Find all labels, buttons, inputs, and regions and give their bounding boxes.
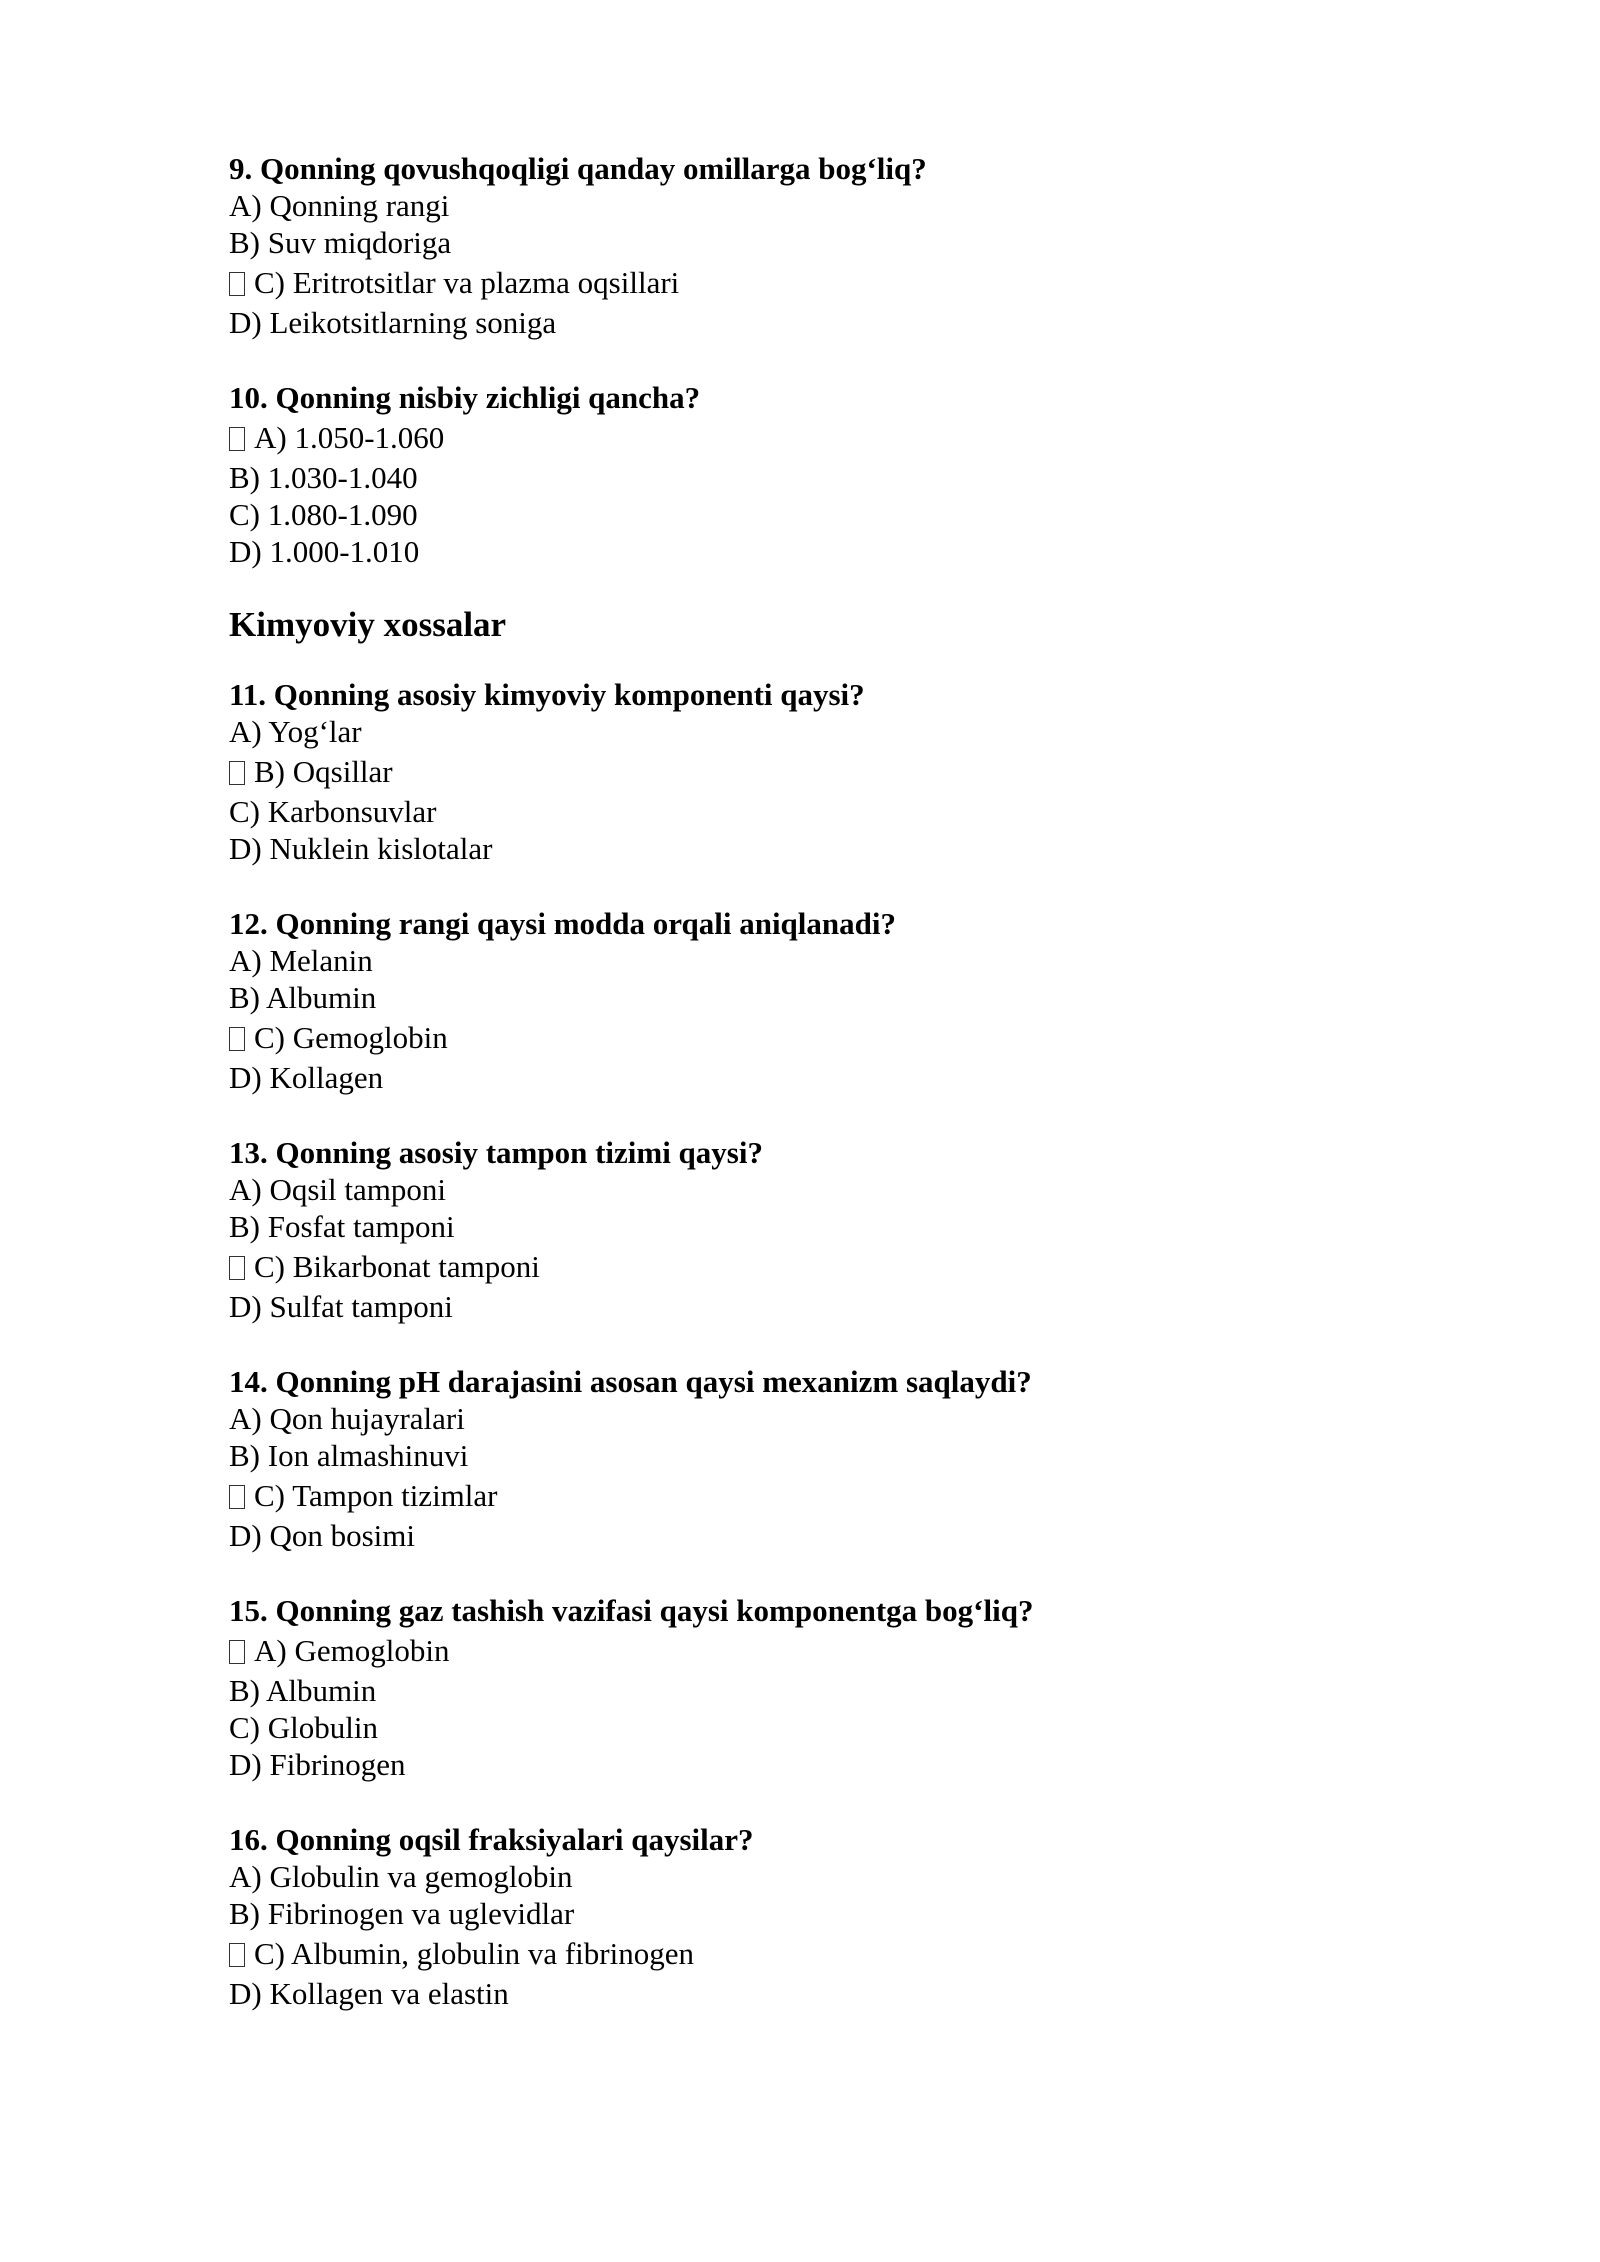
answer-option-text: C) Albumin, globulin va fibrinogen xyxy=(254,1936,694,1971)
answer-option-text: C) Eritrotsitlar va plazma oqsillari xyxy=(254,265,680,300)
answer-option-text: D) Leikotsitlarning soniga xyxy=(229,305,557,340)
answer-option-text: C) Karbonsuvlar xyxy=(229,794,437,829)
question-block xyxy=(229,1821,1429,2012)
question-block xyxy=(229,1363,1429,1554)
answer-option-correct xyxy=(229,416,1429,459)
answer-option-text: D) Qon bosimi xyxy=(229,1518,415,1553)
answer-option xyxy=(229,459,1429,496)
answer-option-correct xyxy=(229,1474,1429,1517)
spacer xyxy=(229,570,1429,604)
checkmark-box-icon xyxy=(229,1943,245,1967)
question-title: 14. Qonning pH darajasini asosan qaysi mexanizm saqlaydi? xyxy=(229,1364,1032,1399)
question-block xyxy=(229,379,1429,570)
question-title: 15. Qonning gaz tashish vazifasi qaysi komponentga bog‘liq? xyxy=(229,1593,1034,1628)
question-title: 11. Qonning asosiy kimyoviy komponenti qaysi? xyxy=(229,677,865,712)
answer-option-correct xyxy=(229,1016,1429,1059)
checkmark-box-icon xyxy=(229,1256,245,1280)
document-page xyxy=(229,150,1429,2012)
answer-option-text: B) Suv miqdoriga xyxy=(229,225,452,260)
answer-option xyxy=(229,1517,1429,1554)
answer-option xyxy=(229,1895,1429,1932)
answer-option-text: D) Kollagen va elastin xyxy=(229,1976,509,2011)
answer-option-text: A) Yog‘lar xyxy=(229,714,362,749)
answer-option-correct xyxy=(229,1629,1429,1672)
question-title: 12. Qonning rangi qaysi modda orqali aniqlanadi? xyxy=(229,906,896,941)
answer-option-text: C) Gemoglobin xyxy=(254,1020,448,1055)
answer-option-text: D) Fibrinogen xyxy=(229,1747,406,1782)
answer-option xyxy=(229,1746,1429,1783)
question-block xyxy=(229,676,1429,867)
answer-option xyxy=(229,1672,1429,1709)
answer-option xyxy=(229,1288,1429,1325)
question-block xyxy=(229,905,1429,1096)
question-title: 10. Qonning nisbiy zichligi qancha? xyxy=(229,380,701,415)
answer-option-text: B) Fibrinogen va uglevidlar xyxy=(229,1896,575,1931)
answer-option xyxy=(229,1975,1429,2012)
answer-option-text: B) 1.030-1.040 xyxy=(229,460,418,495)
spacer xyxy=(229,1783,1429,1821)
question-block xyxy=(229,150,1429,341)
checkmark-box-icon xyxy=(229,1640,245,1664)
question-title: 13. Qonning asosiy tampon tizimi qaysi? xyxy=(229,1135,763,1170)
question-title: 9. Qonning qovushqoqligi qanday omillarga bog‘liq? xyxy=(229,151,927,186)
answer-option-correct xyxy=(229,750,1429,793)
answer-option-text: D) 1.000-1.010 xyxy=(229,534,420,569)
answer-option-text: C) Tampon tizimlar xyxy=(254,1478,498,1513)
answer-option-text: A) 1.050-1.060 xyxy=(254,420,445,455)
answer-option-text: A) Qonning rangi xyxy=(229,188,450,223)
answer-option xyxy=(229,1709,1429,1746)
answer-option xyxy=(229,496,1429,533)
question-block xyxy=(229,1134,1429,1325)
answer-option-text: A) Oqsil tamponi xyxy=(229,1172,446,1207)
answer-option xyxy=(229,1858,1429,1895)
answer-option-text: D) Kollagen xyxy=(229,1060,384,1095)
answer-option-text: C) 1.080-1.090 xyxy=(229,497,418,532)
answer-option-text: A) Melanin xyxy=(229,943,373,978)
answer-option-text: B) Ion almashinuvi xyxy=(229,1438,469,1473)
answer-option-text: B) Fosfat tamponi xyxy=(229,1209,455,1244)
question-block xyxy=(229,1592,1429,1783)
spacer xyxy=(229,1325,1429,1363)
spacer xyxy=(229,646,1429,676)
spacer xyxy=(229,1554,1429,1592)
answer-option xyxy=(229,1400,1429,1437)
answer-option-correct xyxy=(229,261,1429,304)
checkmark-box-icon xyxy=(229,427,245,451)
answer-option-text: B) Albumin xyxy=(229,1673,377,1708)
answer-option-correct xyxy=(229,1245,1429,1288)
answer-option xyxy=(229,1059,1429,1096)
spacer xyxy=(229,867,1429,905)
answer-option-text: A) Qon hujayralari xyxy=(229,1401,465,1436)
answer-option-text: B) Oqsillar xyxy=(254,754,393,789)
answer-option-correct xyxy=(229,1932,1429,1975)
checkmark-box-icon xyxy=(229,1027,245,1051)
answer-option-text: B) Albumin xyxy=(229,980,377,1015)
answer-option-text: D) Sulfat tamponi xyxy=(229,1289,453,1324)
checkmark-box-icon xyxy=(229,272,245,296)
section-heading: Kimyoviy xossalar xyxy=(229,605,507,644)
answer-option xyxy=(229,830,1429,867)
answer-option-text: A) Globulin va gemoglobin xyxy=(229,1859,573,1894)
answer-option xyxy=(229,793,1429,830)
answer-option xyxy=(229,187,1429,224)
answer-option xyxy=(229,1171,1429,1208)
answer-option-text: A) Gemoglobin xyxy=(254,1633,450,1668)
answer-option-text: C) Globulin xyxy=(229,1710,378,1745)
answer-option xyxy=(229,979,1429,1016)
answer-option-text: C) Bikarbonat tamponi xyxy=(254,1249,540,1284)
answer-option xyxy=(229,1208,1429,1245)
spacer xyxy=(229,1096,1429,1134)
answer-option xyxy=(229,224,1429,261)
answer-option xyxy=(229,713,1429,750)
answer-option-text: D) Nuklein kislotalar xyxy=(229,831,493,866)
answer-option xyxy=(229,304,1429,341)
checkmark-box-icon xyxy=(229,761,245,785)
answer-option xyxy=(229,1437,1429,1474)
checkmark-box-icon xyxy=(229,1485,245,1509)
answer-option xyxy=(229,533,1429,570)
answer-option xyxy=(229,942,1429,979)
spacer xyxy=(229,341,1429,379)
question-title: 16. Qonning oqsil fraksiyalari qaysilar? xyxy=(229,1822,754,1857)
